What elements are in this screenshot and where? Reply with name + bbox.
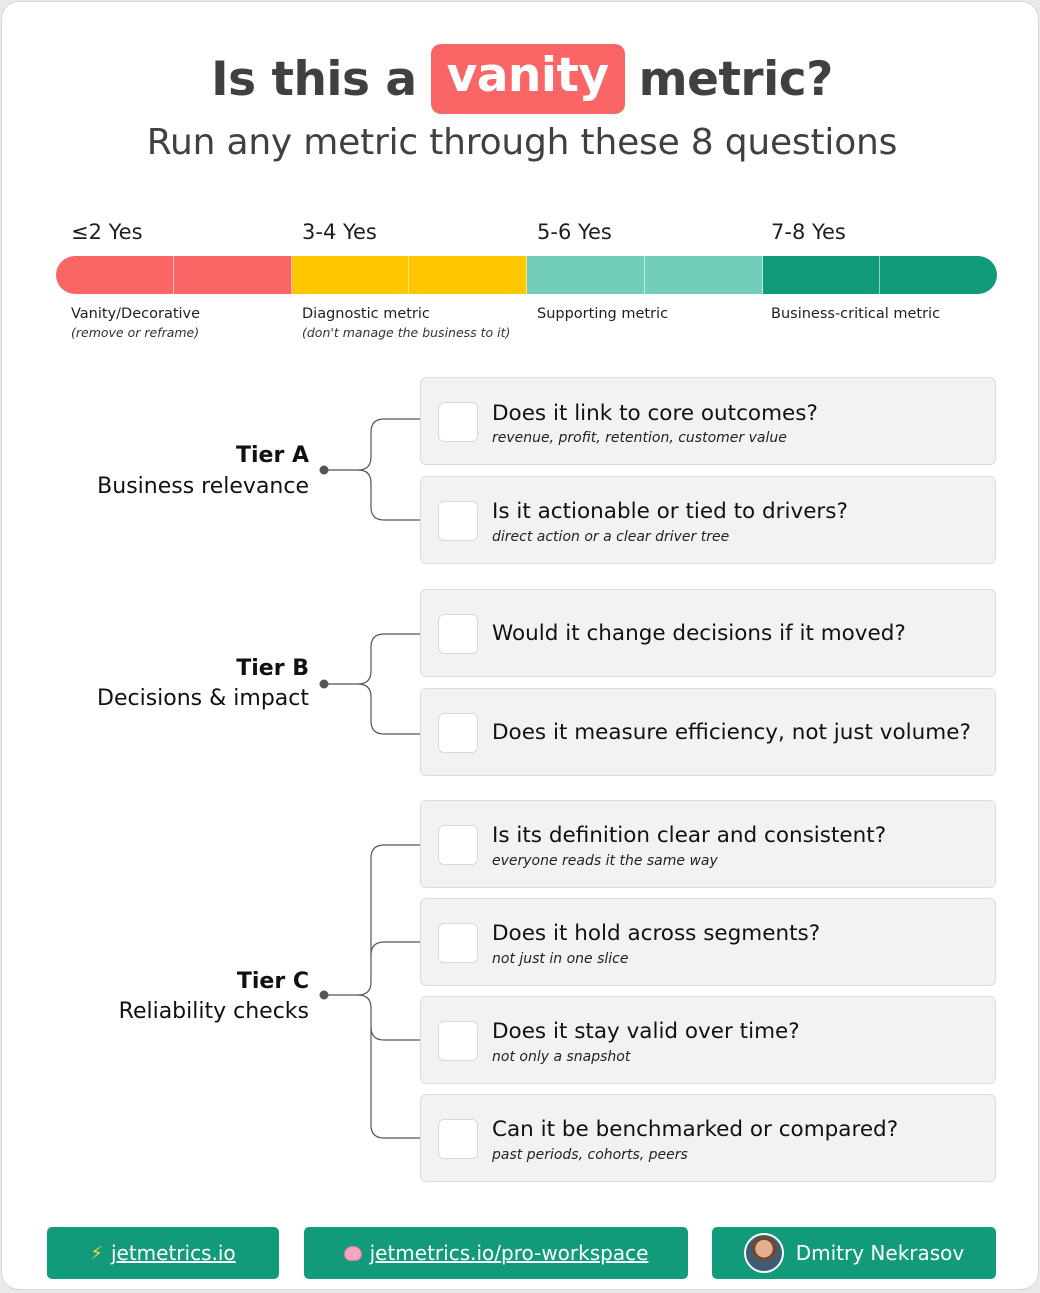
scale-range-2: 3-4 Yes [302, 220, 377, 244]
scale-range-4: 7-8 Yes [771, 220, 846, 244]
question-checkbox[interactable] [438, 1119, 478, 1159]
avatar [744, 1233, 784, 1273]
question-hint: direct action or a clear driver tree [492, 529, 730, 545]
site-link-button[interactable] [47, 1227, 279, 1279]
question-title: Is it actionable or tied to drivers? [492, 499, 848, 524]
question-checkbox[interactable] [438, 923, 478, 963]
brain-icon [344, 1246, 362, 1261]
question-checkbox[interactable] [438, 713, 478, 753]
scale-range-1: ≤2 Yes [71, 220, 143, 244]
question-card [420, 800, 996, 888]
question-hint: revenue, profit, retention, customer value [492, 430, 787, 446]
site-link-text[interactable]: jetmetrics.io [110, 1241, 236, 1265]
question-title: Would it change decisions if it moved? [492, 621, 906, 646]
question-title: Does it measure efficiency, not just volume? [492, 720, 971, 745]
band-name-critical: Business-critical metric [771, 306, 941, 322]
title-prefix: Is this a [211, 51, 417, 107]
tier-b-subtitle: Decisions & impact [97, 686, 309, 711]
question-title: Does it link to core outcomes? [492, 401, 818, 426]
band-name-diagnostic: Diagnostic metric [302, 306, 430, 322]
tier-c-label: Tier C [236, 969, 309, 994]
title-highlight: vanity [431, 44, 625, 114]
question-title: Is its definition clear and consistent? [492, 823, 887, 848]
workspace-link-text[interactable]: jetmetrics.io/pro-workspace [369, 1241, 649, 1265]
scale-range-3: 5-6 Yes [537, 220, 612, 244]
tier-c-subtitle: Reliability checks [118, 999, 309, 1024]
question-hint: everyone reads it the same way [492, 853, 718, 869]
question-hint: not just in one slice [492, 951, 629, 967]
question-title: Does it hold across segments? [492, 921, 821, 946]
question-card [420, 996, 996, 1084]
tier-b-label: Tier B [236, 656, 309, 681]
tier-a-label: Tier A [235, 443, 309, 468]
question-checkbox[interactable] [438, 501, 478, 541]
question-hint: past periods, cohorts, peers [492, 1147, 688, 1163]
title-suffix: metric? [638, 51, 833, 107]
question-card [420, 898, 996, 986]
tier-a-subtitle: Business relevance [97, 474, 309, 499]
band-note-vanity: (remove or reframe) [71, 325, 200, 340]
question-checkbox[interactable] [438, 402, 478, 442]
question-card [420, 688, 996, 776]
question-hint: not only a snapshot [492, 1049, 631, 1065]
workspace-link-button[interactable] [304, 1227, 688, 1279]
question-title: Can it be benchmarked or compared? [492, 1117, 899, 1142]
infographic-card [1, 1, 1039, 1290]
band-note-diagnostic: (don't manage the business to it) [302, 325, 511, 340]
question-card [420, 377, 996, 465]
lightning-icon: ⚡ [90, 1242, 103, 1264]
question-checkbox[interactable] [438, 614, 478, 654]
band-name-supporting: Supporting metric [537, 306, 669, 322]
author-name: Dmitry Nekrasov [795, 1241, 965, 1265]
question-card [420, 589, 996, 677]
question-checkbox[interactable] [438, 825, 478, 865]
question-title: Does it stay valid over time? [492, 1019, 800, 1044]
question-card [420, 476, 996, 564]
question-checkbox[interactable] [438, 1021, 478, 1061]
page-subtitle: Run any metric through these 8 questions [146, 122, 898, 163]
author-button[interactable] [712, 1227, 996, 1279]
question-card [420, 1094, 996, 1182]
band-name-vanity: Vanity/Decorative [71, 306, 201, 322]
